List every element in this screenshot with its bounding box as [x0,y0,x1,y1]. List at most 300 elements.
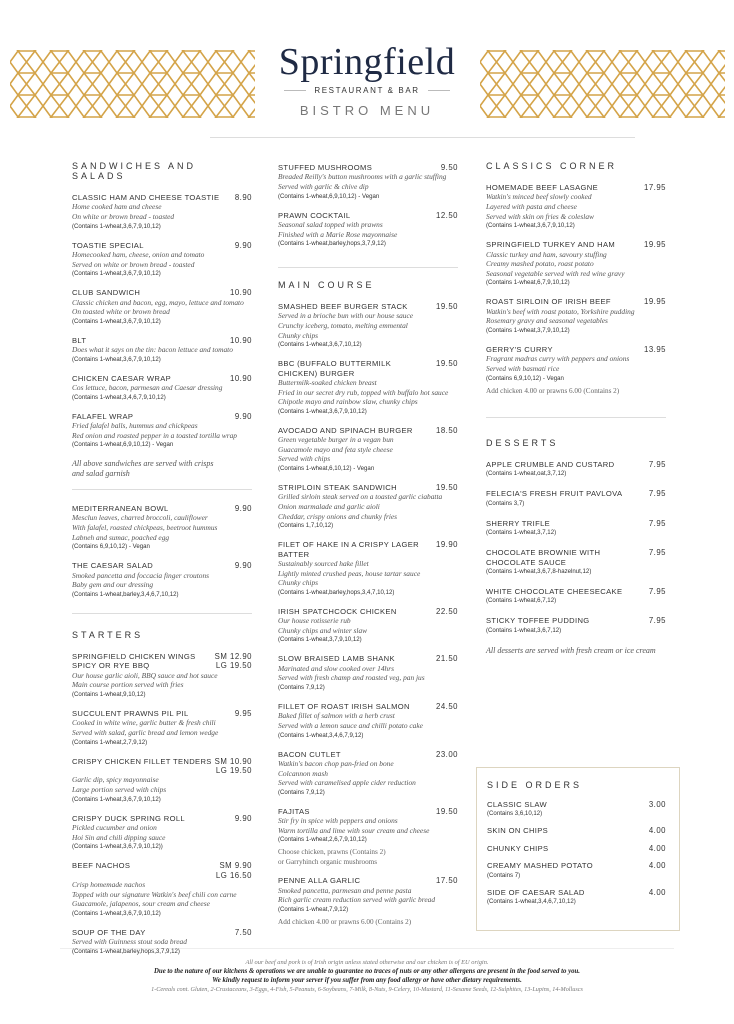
item-description: Colcannon mash [278,768,328,778]
allergen-info: (Contains 1-wheat,6,7,12) [486,597,557,605]
item-description: Served with salad, garlic bread and lemon wedge [72,728,219,737]
allergen-info: (Contains 1-wheat,6,7,9,10,12) [486,279,570,287]
section-title: DESSERTS [486,438,559,448]
item-price: 17.50 [435,876,458,886]
allergen-info: (Contains 1-wheat,6,9,10,12) - Vegan [72,441,174,449]
menu-item [72,241,252,280]
item-price: 24.50 [435,701,458,711]
item-description: Served in a brioche bun with our house sauce [278,311,414,321]
item-price: 8.90 [234,193,252,202]
item-description: Labneh and sumac, poached egg [72,532,170,542]
item-name: FILET OF HAKE IN A CRISPY LAGER BATTER [278,540,419,559]
menu-item [486,345,666,396]
menu-item [72,336,252,365]
item-name: CHICKEN CAESAR WRAP [72,373,172,383]
item-name: CLUB SANDWICH [72,288,141,298]
item-description: On white or brown bread - toasted [72,212,175,221]
item-price: 7.95 [648,518,666,528]
item-description: Watkin's beef with roast potato, Yorkshire pudding [486,306,635,316]
item-header [486,460,666,469]
item-header [278,702,458,711]
item-name: CRISPY CHICKEN FILLET TENDERS [72,756,212,766]
item-price: 9.95 [234,709,252,718]
item-header [278,426,458,435]
item-description: Layered with pasta and cheese [486,202,577,211]
item-extra-note: or Garryhinch organic mushrooms [278,857,378,866]
item-price: 10.90 [229,373,252,383]
allergen-info: (Contains 1-wheat,2,6,7,9,10,12) [278,836,367,844]
menu-item [278,654,458,693]
item-name: CREAMY MASHED POTATO [487,861,594,871]
item-description: Breaded Reilly's button mushrooms with a garlic stuffing [278,172,447,182]
item-description: Smoked pancetta, parmesan and penne pasta [278,885,412,895]
menu-item [278,702,458,741]
item-name: CHOCOLATE BROWNIE WITH CHOCOLATE SAUCE [486,548,601,567]
item-description: Does what it says on the tin: bacon lettuce and tomato [72,345,233,355]
allergen-request: We kindly request to inform your server if you suffer from any food allergy or have other dietary requirements. [212,977,522,984]
menu-item [278,750,458,798]
menu-item [278,163,458,202]
allergen-info: (Contains 1-wheat,3,6,7,9,10,12)) [72,843,163,851]
allergen-info: (Contains 7,9,12) [278,683,325,691]
item-name: IRISH SPATCHCOCK CHICKEN [278,606,397,616]
item-name: CRISPY DUCK SPRING ROLL [72,813,185,823]
item-description: Served with basmati rice [486,363,560,373]
item-header [486,489,666,498]
allergen-info: (Contains 1-wheat,barley,hops,3,4,7,10,12) [278,588,395,596]
item-name: BEEF NACHOS [72,861,131,871]
subtitle-text: RESTAURANT & BAR [314,86,420,95]
item-header [278,750,458,759]
menu-item [72,374,252,403]
item-name: HOMEMADE BEEF LASAGNE [486,183,598,192]
menu-item [486,519,666,538]
section-note: All desserts are served with fresh cream or ice cream [486,645,656,655]
item-name: SKIN ON CHIPS [487,826,549,836]
item-header [278,876,458,885]
item-price: 4.00 [648,861,666,871]
section-title: STARTERS [72,630,144,640]
item-description: Chunky chips and winter slaw [278,625,368,635]
item-name: SOUP OF THE DAY [72,927,146,937]
price-line: LG 19.50 [215,661,252,671]
item-price: 7.95 [648,460,666,469]
item-price: 7.50 [234,927,252,937]
item-header [72,814,252,823]
menu-item [278,483,458,531]
allergen-info: (Contains 1-wheat,3,6,7,9,10,12) [72,317,161,325]
item-description: Mesclun leaves, charred broccoli, cauliflower [72,513,208,523]
item-name: STICKY TOFFEE PUDDING [486,616,590,626]
allergen-info: (Contains 1-wheat,6,10,12) - Vegan [278,464,375,472]
item-description: Cheddar, crispy onions and chunky fries [278,511,398,521]
menu-item [487,888,666,907]
allergen-info: (Contains 1,7,10,12) [278,522,334,530]
allergen-info: (Contains 1-wheat,barley,hops,3,7,9,12) [72,947,180,955]
allergen-info: (Contains 1-wheat,barley,hops,3,7,9,12) [278,240,386,248]
menu-item [486,460,666,479]
allergen-info: (Contains 1-wheat,3,6,7,9,10,12) [72,270,161,278]
item-description: Pickled cucumber and onion [72,823,157,832]
allergen-info: (Contains 1-wheat,3,6,7,10,12) [278,341,362,349]
origin-note: All our beef and pork is of Irish origin unless stated otherwise and our chicken is of EU origin. [245,959,489,966]
item-description: Served with fresh champ and roasted veg, pan jus [278,673,425,683]
allergen-info: (Contains 1-wheat,3,4,6,7,10,12) [487,898,576,906]
section-sandwiches [72,161,252,479]
item-description: Seasonal vegetable served with red wine gravy [486,268,625,278]
item-header [72,928,252,937]
allergen-info: (Contains 1-wheat,3,4,6,7,9,12) [278,731,364,739]
item-price: 4.00 [648,887,666,897]
item-description: Served with Guinness stout soda bread [72,937,187,947]
menu-item [278,876,458,927]
item-description: Chunky chips [278,578,319,588]
menu-item [487,800,666,819]
item-description: Red onion and roasted pepper in a toasted tortilla wrap [72,430,237,440]
section-starters-continued [278,163,458,258]
menu-item [278,302,458,350]
item-description: Buttermilk-soaked chicken breast [278,378,377,387]
item-header [487,844,666,853]
allergen-info: (Contains 1-wheat,3,6,7,9,10,12) [486,222,575,230]
item-header [487,800,666,809]
menu-item [72,504,252,552]
item-description: Finished with a Marie Rose mayonnaise [278,229,398,239]
menu-title: BISTRO MENU [299,103,435,118]
item-description: Topped with our signature Watkin's beef chili con carne [72,889,237,899]
item-name: TOASTIE SPECIAL [72,240,144,250]
item-description: Hoi Sin and chili dipping sauce [72,832,166,842]
item-header [72,561,252,570]
section-divider [278,267,458,268]
item-price: 19.50 [435,482,458,492]
price-line: SM 9.90 [219,861,252,871]
item-name: SMASHED BEEF BURGER STACK [278,302,408,311]
item-name: AVOCADO AND SPINACH BURGER [278,425,413,435]
allergen-info: (Contains 6,9,10,12) - Vegan [486,374,564,382]
item-description: Served with chips [278,454,331,464]
item-header [486,519,666,528]
item-header [486,616,666,625]
allergen-info: (Contains 1-wheat,3,6,7,9,10,12) [72,222,161,230]
item-header [487,861,666,870]
menu-item [278,607,458,646]
section-note: All above sandwiches are served with crisps and salad garnish [72,459,214,479]
allergen-info: (Contains 1-wheat,6,9,10,12) - Vegan [278,192,380,200]
price-line: LG 19.50 [215,766,252,775]
allergen-info: (Contains 3,7) [486,499,525,507]
section-desserts [486,438,666,656]
menu-item [72,561,252,600]
menu-item [278,359,458,417]
item-price [215,652,252,671]
item-header [72,336,252,345]
menu-item [278,211,458,250]
item-description: Main course portion served with fries [72,680,184,690]
restaurant-subtitle [0,86,734,95]
item-header [72,757,252,776]
allergen-info: (Contains 1-wheat,barley,3,4,6,7,10,12) [72,590,179,598]
item-name: CLASSIC HAM AND CHEESE TOASTIE [72,193,220,202]
section-divider [486,417,666,418]
item-extra-note: Choose chicken, prawns (Contains 2) [278,848,386,857]
section-salads [72,504,252,609]
item-header [486,240,666,249]
item-price [215,757,252,776]
menu-item [72,861,252,919]
allergen-info: (Contains 1-wheat,3,6,7,9,10,12) [72,909,161,917]
item-price: 21.50 [435,654,458,664]
item-description: Classic turkey and ham, savoury stuffing [486,249,607,259]
item-name: FELECIA'S FRESH FRUIT PAVLOVA [486,489,623,499]
item-description: Rich garlic cream reduction served with garlic bread [278,895,436,905]
allergen-warning: Due to the nature of our kitchens & operations we are unable to guarantee no traces of nuts or any other allergens are present in the food served to you. [154,968,580,975]
item-header [72,374,252,383]
menu-item [487,826,666,835]
item-name: SUCCULENT PRAWNS PIL PIL [72,709,189,718]
item-description: Crisp homemade nachos [72,880,146,889]
item-price: 4.00 [648,843,666,853]
item-description: Served on white or brown bread - toasted [72,259,195,269]
item-name: SLOW BRAISED LAMB SHANK [278,654,395,664]
item-description: Smoked pancetta and foccacia finger croutons [72,570,210,580]
item-description: Watkin's bacon chop pan-fried on bone [278,758,394,768]
item-description: Fragrant madras curry with peppers and onions [486,354,630,364]
item-name: PENNE ALLA GARLIC [278,876,361,886]
item-price: 10.90 [229,288,252,298]
divider [428,90,450,91]
menu-item [72,193,252,232]
item-header [278,807,458,816]
item-header [72,861,252,880]
section-starters [72,630,252,966]
item-description: Garlic dip, spicy mayonnaise [72,775,159,785]
item-name: BLT [72,335,87,345]
item-header [278,359,458,378]
menu-item [486,183,666,231]
item-description: Served with garlic & chive dip [278,182,369,191]
item-description: Chipotle mayo and rainbow slaw, chunky chips [278,397,418,407]
item-description: Onion marmalade and garlic aioli [278,501,380,511]
item-name: CLASSIC SLAW [487,800,548,809]
item-description: Served with skin on fries & coleslaw [486,211,594,221]
section-side-orders [487,780,666,914]
item-name: SIDE OF CAESAR SALAD [487,887,585,897]
menu-item [486,548,666,577]
brand-header [0,40,734,118]
header-divider [210,137,635,138]
item-header [72,241,252,250]
item-description: Baked fillet of salmon with a herb crust [278,711,395,721]
item-description: Warm tortilla and lime with sour cream and cheese [278,825,430,835]
item-description: Watkin's minced beef slowly cooked [486,192,592,202]
item-price: 12.50 [435,210,458,220]
item-name: WHITE CHOCOLATE CHEESECAKE [486,587,623,597]
item-header [278,211,458,220]
item-description: Grilled sirloin steak served on a toasted garlic ciabatta [278,492,443,502]
menu-item [486,489,666,508]
item-name: GERRY'S CURRY [486,344,553,354]
allergen-info: (Contains 1-wheat,3,7,9,10,12) [278,636,362,644]
item-price: 7.95 [648,616,666,626]
item-description: Guacamole mayo and feta style cheese [278,444,393,454]
allergen-info: (Contains 1-wheat,3,7,9,10,12) [486,326,570,334]
item-price: 3.00 [648,800,666,809]
item-description: Our house rotisserie rub [278,616,351,626]
item-price: 10.90 [229,335,252,345]
item-description: Crunchy iceberg, tomato, melting emmental [278,321,408,330]
menu-item [278,540,458,598]
allergen-info: (Contains 1-wheat,3,6,7,8-hazelnut,12) [486,568,592,576]
item-name: STRIPLOIN STEAK SANDWICH [278,482,397,492]
item-description: Fried falafel balls, hummus and chickpeas [72,421,198,431]
item-header [72,288,252,297]
allergen-info: (Contains 1-wheat,9,10,12) [72,691,146,698]
item-price [216,861,252,880]
allergen-info: (Contains 1-wheat,7,9,12) [278,905,349,913]
item-extras [278,918,458,927]
footer [0,958,734,995]
restaurant-logo: Springfield [278,41,456,83]
item-description: Baby gem and our dressing [72,580,154,590]
section-classics-corner [486,161,666,405]
item-price: 7.95 [648,548,666,558]
menu-item [487,861,666,880]
item-header [486,345,666,354]
allergen-info: (Contains 1-wheat,3,4,6,7,9,10,12) [72,393,166,401]
section-divider [72,613,252,614]
item-price: 9.50 [440,163,458,172]
item-header [486,548,666,567]
allergen-info: (Contains 7) [487,871,521,879]
item-header [278,540,458,559]
price-line: SM 12.90 [214,652,252,661]
allergen-info: (Contains 1-wheat,3,6,7,12) [486,626,562,634]
item-description: Served with a lemon sauce and chilli potato cake [278,720,423,730]
item-header [72,193,252,202]
item-price: 9.90 [234,411,252,421]
menu-item [72,709,252,748]
item-description: Lightly minted crushed peas, house tartar sauce [278,568,421,578]
item-name: STUFFED MUSHROOMS [278,163,373,172]
menu-item [278,807,458,867]
item-name: BBC (BUFFALO BUTTERMILK CHICKEN) BURGER [278,359,392,378]
item-price: 4.00 [648,826,666,836]
item-price: 9.90 [234,813,252,823]
item-price: 19.90 [435,540,458,550]
divider [284,90,306,91]
item-description: Green vegetable burger in a vegan bun [278,435,394,445]
item-description: Chunky chips [278,330,319,340]
item-description: On toasted white or brown bread [72,307,170,317]
allergen-info: (Contains 1-wheat,3,6,7,9,10,12) [278,407,367,415]
menu-item [278,426,458,474]
menu-item [486,616,666,635]
item-price: 7.95 [648,587,666,597]
section-divider [72,489,252,490]
section-title: SIDE ORDERS [487,780,583,790]
allergen-info: (Contains 7,9,12) [278,788,325,796]
item-description: With falafel, roasted chickpeas, beetroot hummus [72,523,218,532]
item-name: FALAFEL WRAP [72,411,134,421]
item-header [72,412,252,421]
menu-item [486,240,666,288]
item-header [72,709,252,718]
item-description: Sustainably sourced hake fillet [278,558,369,568]
item-header [278,483,458,492]
price-line: SM 10.90 [214,756,252,766]
section-main-course [278,280,458,936]
allergen-info: (Contains 1-wheat,oat,3,7,12) [486,470,567,478]
item-price: 9.90 [234,561,252,571]
menu-item [487,844,666,853]
allergen-info: (Contains 1-wheat,3,7,12) [486,529,557,537]
item-header [486,183,666,192]
item-header [278,163,458,172]
item-name: APPLE CRUMBLE AND CUSTARD [486,460,615,469]
item-header [72,652,252,671]
item-description: Marinated and slow cooked over 14hrs [278,663,394,673]
item-header [486,297,666,306]
item-price: 19.95 [643,240,666,250]
item-description: Rosemary gravy and seasonal vegetables [486,316,608,326]
item-description: Cos lettuce, bacon, parmesan and Caesar dressing [72,383,223,393]
item-price: 7.95 [648,489,666,499]
item-description: Classic chicken and bacon, egg, mayo, lettuce and tomato [72,297,244,307]
allergen-info: (Contains 1-wheat,3,6,7,9,10,12) [72,795,161,803]
item-price: 22.50 [435,606,458,616]
item-name: BACON CUTLET [278,749,341,759]
allergen-info: (Contains 1-wheat,3,6,7,9,10,12) [72,355,161,363]
item-price: 19.50 [435,302,458,311]
menu-item [72,652,252,700]
item-name: THE CAESAR SALAD [72,561,154,571]
menu-item [72,928,252,957]
price-line: LG 16.50 [215,870,252,880]
item-price: 9.90 [234,240,252,250]
item-header [486,587,666,596]
item-description: Cooked in white wine, garlic butter & fresh chili [72,718,216,728]
item-name: SPRINGFIELD CHICKEN WINGS SPICY OR RYE BBQ [72,652,196,671]
item-header [72,504,252,513]
item-description: Guacamole, jalapenos, sour cream and cheese [72,899,210,909]
menu-item [72,412,252,451]
item-price: 19.50 [435,806,458,816]
menu-item [72,288,252,327]
item-header [487,826,666,835]
item-name: SPRINGFIELD TURKEY AND HAM [486,240,616,250]
allergen-info: (Contains 1-wheat,2,7,9,12) [72,738,148,746]
item-description: Fried in our secret dry rub, topped with buffalo hot sauce [278,387,449,397]
item-extras [486,387,666,396]
item-description: Large portion served with chips [72,785,167,794]
item-extra-note: Add chicken 4.00 or prawns 6.00 (Contains 2) [278,917,412,926]
item-description: Served with caramelised apple cider reduction [278,778,416,788]
item-name: FAJITAS [278,806,310,816]
item-price: 19.95 [643,297,666,307]
item-name: PRAWN COCKTAIL [278,210,351,220]
item-price: 9.90 [234,504,252,513]
item-price: 13.95 [643,344,666,354]
section-title: CLASSICS CORNER [486,161,618,171]
allergen-info: (Contains 3,6,10,12) [487,810,543,818]
menu-item [486,297,666,336]
menu-item [72,814,252,853]
item-header [278,302,458,311]
item-price: 19.50 [435,359,458,369]
item-price: 23.00 [435,749,458,759]
item-name: FILLET OF ROAST IRISH SALMON [278,701,410,711]
